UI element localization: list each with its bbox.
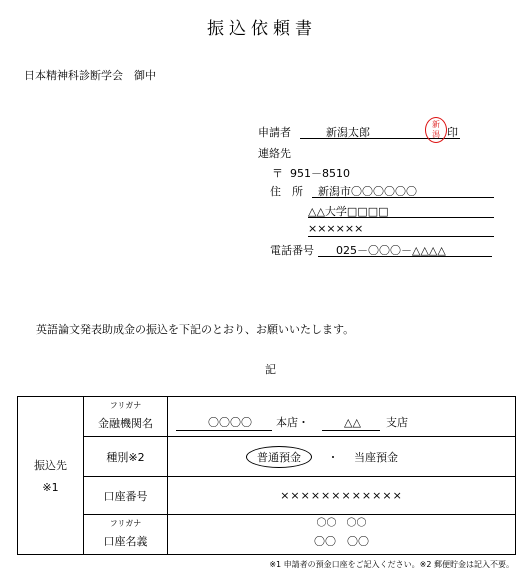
account-holder-furigana-label: フリガナ	[109, 518, 142, 528]
phone-underline	[318, 256, 492, 257]
bank-name-underline	[176, 430, 272, 431]
ki-heading: 記	[265, 363, 276, 376]
bank-name[interactable]: 〇〇〇〇	[208, 415, 252, 429]
applicant-label: 申請者	[258, 126, 291, 139]
account-number-value[interactable]: ××××××××××××	[168, 477, 516, 515]
bank-value-cell[interactable]	[168, 397, 516, 437]
head-office-label: 本店・	[276, 415, 309, 429]
transfer-table	[17, 396, 516, 555]
phone-number[interactable]: 025－〇〇〇－△△△△	[336, 244, 446, 257]
applicant-name[interactable]: 新潟太郎	[326, 126, 370, 139]
account-holder-name[interactable]: 〇〇 〇〇	[314, 534, 369, 548]
account-holder-label-cell	[84, 515, 168, 555]
address-line1[interactable]: 新潟市〇〇〇〇〇〇	[318, 185, 417, 198]
account-type-other[interactable]: 当座預金	[354, 450, 398, 464]
transfer-destination-cell	[18, 397, 84, 555]
transfer-destination-label: 振込先	[34, 459, 67, 472]
page-title: 振込依頼書	[207, 19, 317, 39]
address-line3-underline	[308, 236, 494, 237]
account-holder-label: 口座名義	[103, 534, 148, 548]
request-text: 英語論文発表助成金の振込を下記のとおり、お願いいたします。	[36, 323, 355, 336]
bank-furigana-label: フリガナ	[109, 400, 142, 410]
contact-label: 連絡先	[258, 147, 291, 160]
branch-name-underline	[322, 430, 380, 431]
transfer-destination-note: ※1	[42, 481, 59, 494]
seal-mark: 印	[447, 126, 458, 139]
account-number-label: 口座番号	[84, 477, 168, 515]
address-line2[interactable]: △△大学□□□□	[308, 205, 389, 218]
address-line2-underline	[308, 217, 494, 218]
address-line1-underline	[312, 197, 494, 198]
account-holder-furigana[interactable]: 〇〇 〇〇	[316, 517, 367, 529]
account-holder-value-cell[interactable]	[168, 515, 516, 555]
account-type-cell[interactable]	[168, 437, 516, 477]
postal-code[interactable]: 951－8510	[290, 167, 350, 180]
seal-stamp: 新 潟	[425, 117, 447, 143]
phone-label: 電話番号	[270, 244, 314, 257]
branch-suffix: 支店	[386, 415, 408, 429]
address-line3[interactable]: ××××××	[308, 222, 364, 235]
postal-mark: 〒	[272, 167, 283, 180]
address-label: 住 所	[270, 185, 303, 198]
account-type-label: 種別※2	[84, 437, 168, 477]
account-type-separator: ・	[327, 450, 339, 464]
bank-label: 金融機関名	[98, 416, 153, 430]
bank-label-cell	[84, 397, 168, 437]
addressee: 日本精神科診断学会 御中	[24, 69, 156, 82]
bank-furigana-value[interactable]	[168, 399, 515, 413]
branch-name[interactable]: △△	[344, 415, 361, 429]
account-type-selected[interactable]: 普通預金	[246, 446, 312, 468]
footnote: ※1 申請者の預金口座をご記入ください。※2 郵便貯金は記入不要。	[269, 560, 514, 569]
